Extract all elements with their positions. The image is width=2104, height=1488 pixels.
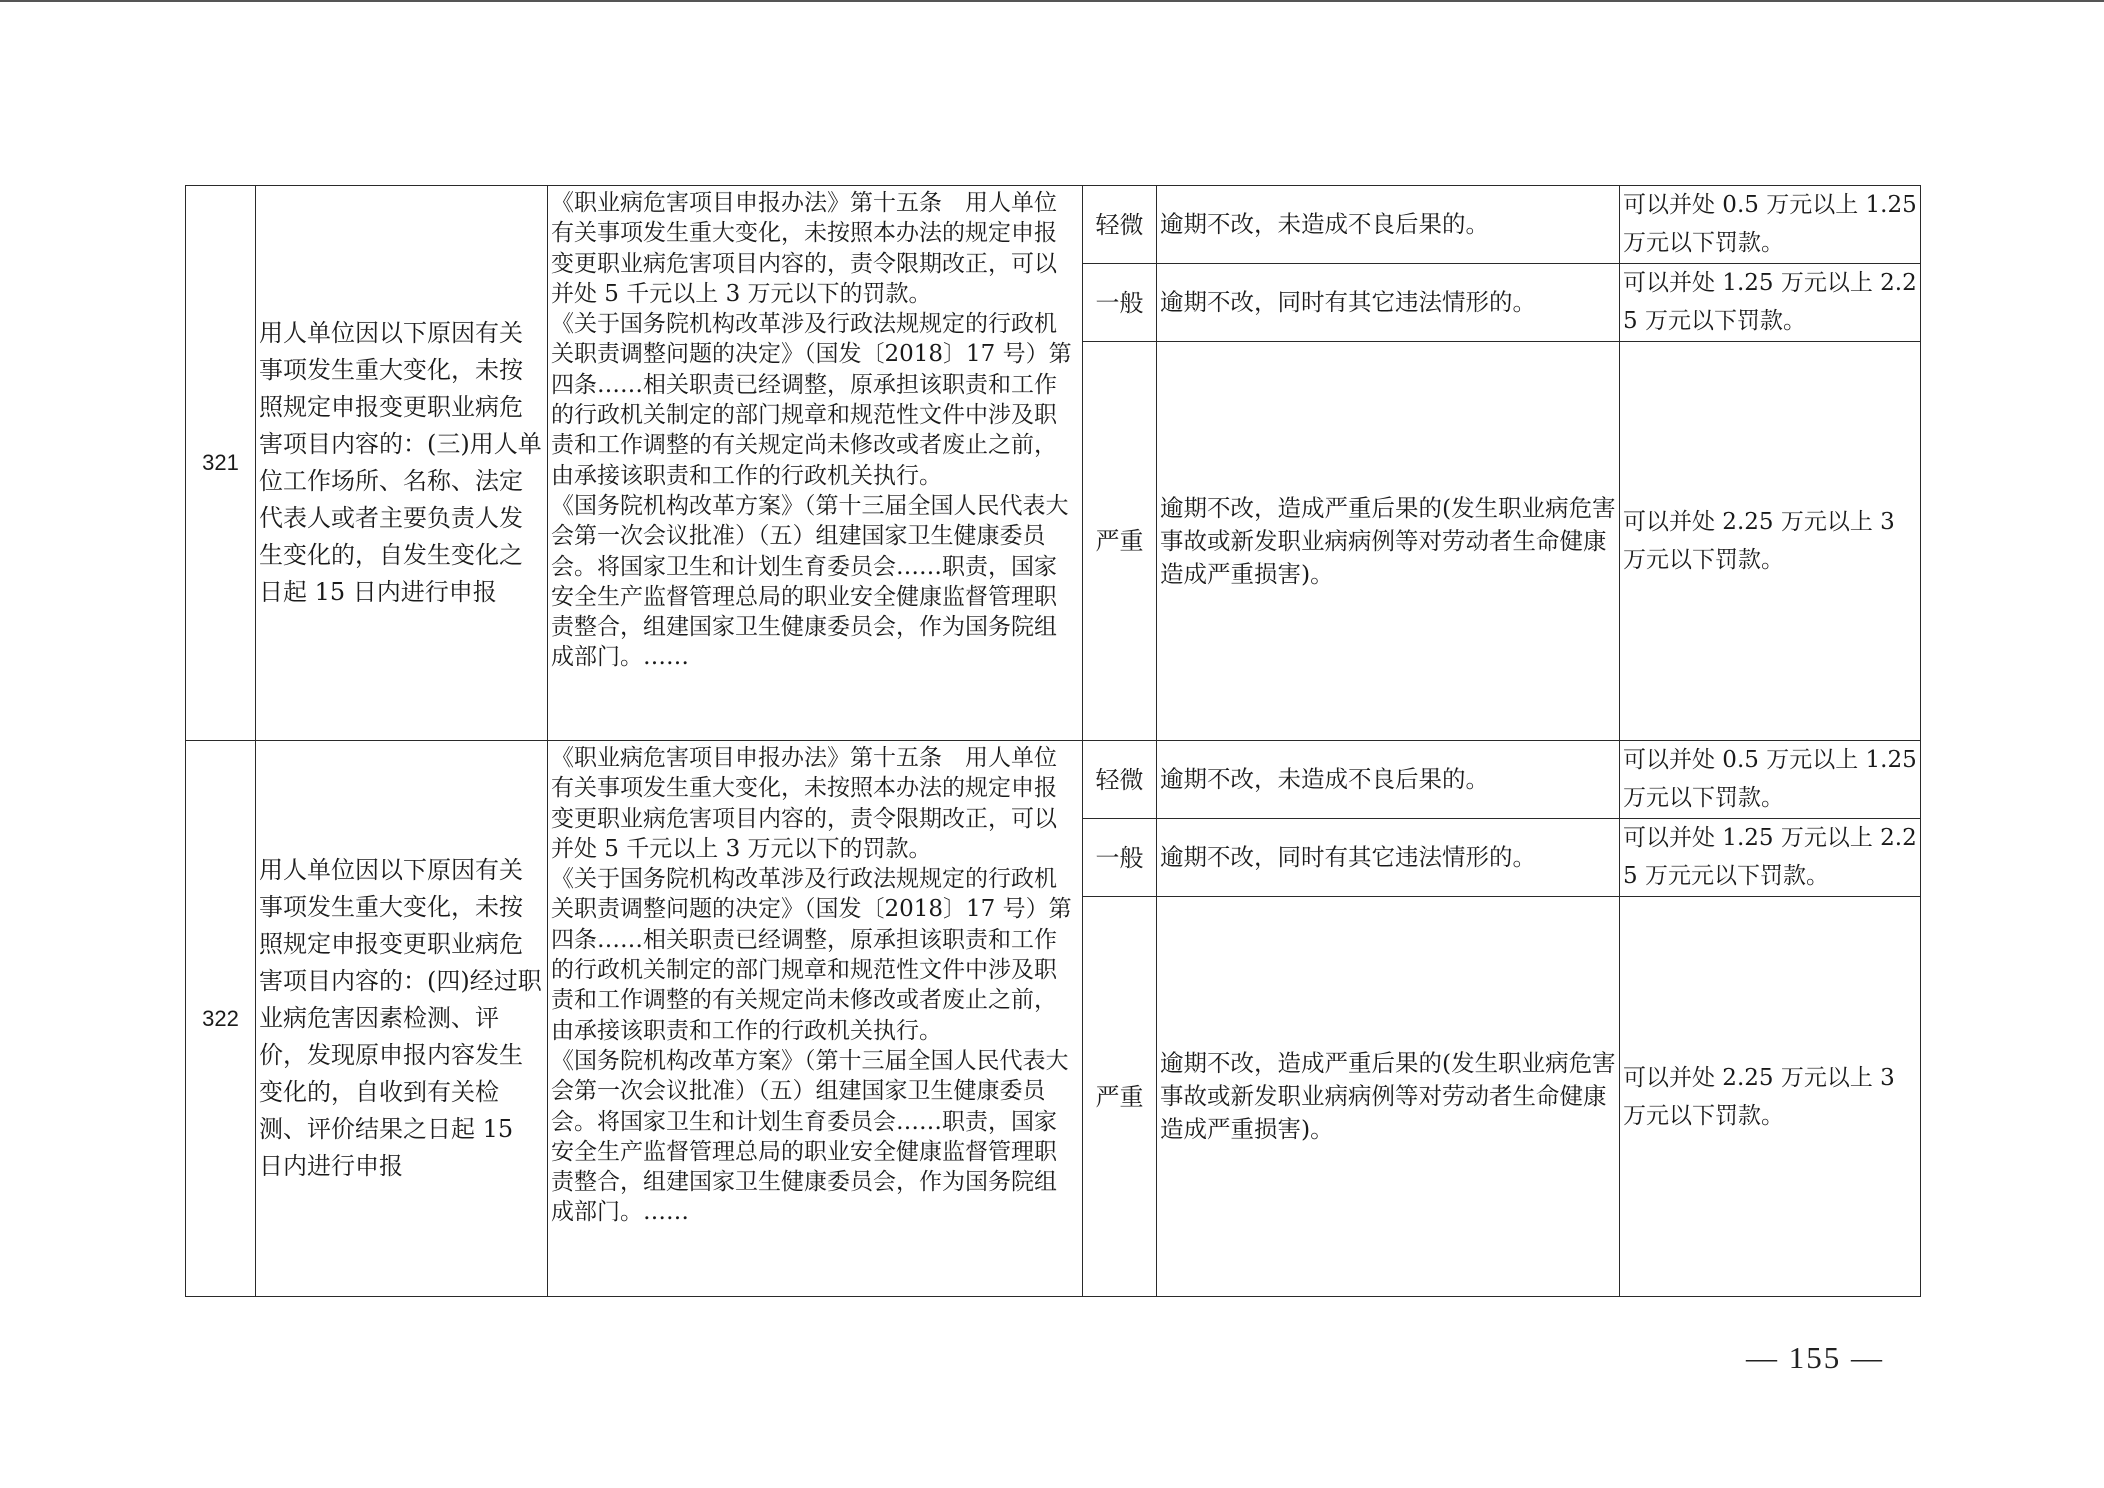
severity-level: 严重: [1083, 897, 1157, 1297]
legal-basis: [548, 741, 1083, 1297]
severity-level: 一般: [1083, 819, 1157, 897]
severity-level: 一般: [1083, 264, 1157, 342]
penalty-standard: 可以并处 2.25 万元以上 3 万元以下罚款。: [1620, 897, 1921, 1297]
table-row: [186, 741, 1921, 819]
legal-basis: [548, 186, 1083, 741]
penalty-standard: 可以并处 1.25 万元以上 2.25 万元元以下罚款。: [1620, 819, 1921, 897]
top-border-line: [0, 0, 2104, 2]
violation-circumstance: 逾期不改，未造成不良后果的。: [1157, 741, 1620, 819]
violation-circumstance: 逾期不改，同时有其它违法情形的。: [1157, 264, 1620, 342]
legal-basis-paragraph: 《职业病危害项目申报办法》第十五条 用人单位有关事项发生重大变化，未按照本办法的规定申报变更职业病危害项目内容的，责令限期改正，可以并处 5 千元以上 3 万元以下的罚款。: [551, 745, 1057, 862]
severity-level: 严重: [1083, 342, 1157, 741]
page-number: — 155 —: [1746, 1340, 1884, 1375]
item-number: 321: [186, 186, 256, 741]
penalty-standard: 可以并处 0.5 万元以上 1.25 万元以下罚款。: [1620, 186, 1921, 264]
legal-basis-paragraph: 《国务院机构改革方案》（第十三届全国人民代表大会第一次会议批准）（五）组建国家卫生健康委员会。将国家卫生和计划生育委员会……职责，国家安全生产监督管理总局的职业安全健康监督管理职责整合，组建国家卫生健康委员会，作为国务院组成部门。……: [551, 492, 1069, 671]
violation-description: 用人单位因以下原因有关事项发生重大变化，未按照规定申报变更职业病危害项目内容的：(四)经过职业病危害因素检测、评价，发现原申报内容发生变化的，自收到有关检测、评价结果之日起 15 日内进行申报: [256, 741, 548, 1297]
severity-level: 轻微: [1083, 741, 1157, 819]
violation-circumstance: 逾期不改，造成严重后果的(发生职业病危害事故或新发职业病病例等对劳动者生命健康造成严重损害)。: [1157, 897, 1620, 1297]
violation-description: 用人单位因以下原因有关事项发生重大变化，未按照规定申报变更职业病危害项目内容的：(三)用人单位工作场所、名称、法定代表人或者主要负责人发生变化的，自发生变化之日起 15 日内进行申报: [256, 186, 548, 741]
violation-circumstance: 逾期不改，未造成不良后果的。: [1157, 186, 1620, 264]
penalty-standard: 可以并处 0.5 万元以上 1.25 万元以下罚款。: [1620, 741, 1921, 819]
penalty-standard-table: [185, 185, 1921, 1297]
violation-circumstance: 逾期不改，同时有其它违法情形的。: [1157, 819, 1620, 897]
penalty-standard: 可以并处 2.25 万元以上 3 万元以下罚款。: [1620, 342, 1921, 741]
legal-basis-paragraph: 《国务院机构改革方案》（第十三届全国人民代表大会第一次会议批准）（五）组建国家卫生健康委员会。将国家卫生和计划生育委员会……职责，国家安全生产监督管理总局的职业安全健康监督管理职责整合，组建国家卫生健康委员会，作为国务院组成部门。……: [551, 1047, 1069, 1226]
violation-circumstance: 逾期不改，造成严重后果的(发生职业病危害事故或新发职业病病例等对劳动者生命健康造成严重损害)。: [1157, 342, 1620, 741]
legal-basis-paragraph: 《关于国务院机构改革涉及行政法规规定的行政机关职责调整问题的决定》（国发〔2018〕17 号）第四条……相关职责已经调整，原承担该职责和工作的行政机关制定的部门规章和规范性文件中涉及职责和工作调整的有关规定尚未修改或者废止之前，由承接该职责和工作的行政机关执行。: [551, 866, 1072, 1044]
penalty-standard: 可以并处 1.25 万元以上 2.25 万元以下罚款。: [1620, 264, 1921, 342]
severity-level: 轻微: [1083, 186, 1157, 264]
legal-basis-paragraph: 《职业病危害项目申报办法》第十五条 用人单位有关事项发生重大变化，未按照本办法的规定申报变更职业病危害项目内容的，责令限期改正，可以并处 5 千元以上 3 万元以下的罚款。: [551, 190, 1057, 307]
item-number: 322: [186, 741, 256, 1297]
legal-basis-paragraph: 《关于国务院机构改革涉及行政法规规定的行政机关职责调整问题的决定》（国发〔2018〕17 号）第四条……相关职责已经调整，原承担该职责和工作的行政机关制定的部门规章和规范性文件中涉及职责和工作调整的有关规定尚未修改或者废止之前，由承接该职责和工作的行政机关执行。: [551, 311, 1072, 489]
table-row: [186, 186, 1921, 264]
